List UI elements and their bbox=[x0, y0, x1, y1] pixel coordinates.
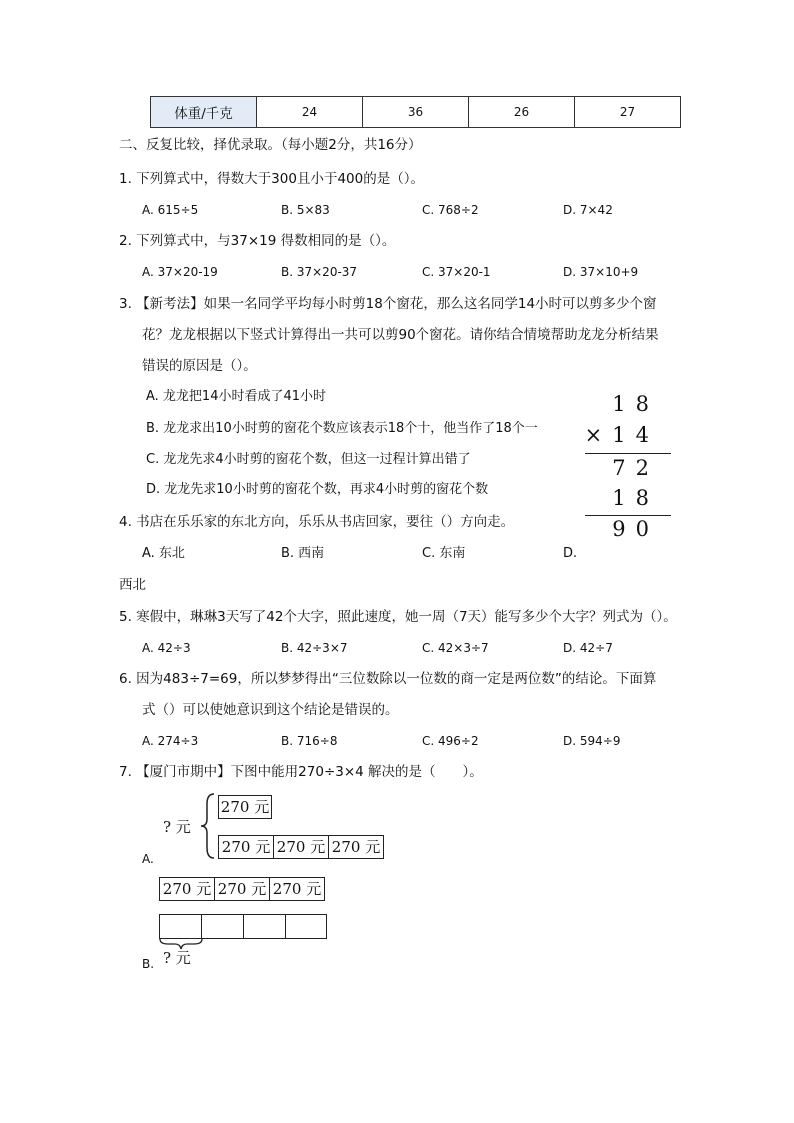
question-7-stem: 7. 【厦门市期中】下图中能用270÷3×4 解决的是（ ）。 bbox=[119, 764, 483, 780]
question-3-line-2: 花？龙龙根据以下竖式计算得出一共可以剪90个窗花。请你结合情境帮助龙龙分析结果 bbox=[142, 327, 659, 343]
q1-option-d[interactable]: D. 7×42 bbox=[563, 203, 613, 217]
bar-box: 270 元 bbox=[218, 835, 274, 859]
question-3-line-3: 错误的原因是（）。 bbox=[142, 358, 257, 374]
question-4-stem: 4. 书店在乐乐家的东北方向，乐乐从书店回家，要往（）方向走。 bbox=[119, 514, 515, 530]
q4-option-a[interactable]: A. 东北 bbox=[142, 546, 185, 561]
unknown-amount-label: ? 元 bbox=[163, 949, 191, 967]
empty-bar-cell bbox=[201, 914, 244, 939]
q4-option-d[interactable]: D. bbox=[563, 546, 578, 561]
q3-option-a[interactable]: A. 龙龙把14小时看成了41小时 bbox=[146, 389, 327, 404]
q6-option-a[interactable]: A. 274÷3 bbox=[142, 734, 199, 748]
bar-box: 270 元 bbox=[328, 835, 384, 859]
calc-row: 18 bbox=[612, 486, 659, 510]
q1-option-c[interactable]: C. 768÷2 bbox=[422, 203, 479, 217]
empty-bar-cell bbox=[243, 914, 286, 939]
question-3-line-1: 3. 【新考法】如果一名同学平均每小时剪18个窗花，那么这名同学14小时可以剪多少个窗 bbox=[119, 296, 657, 312]
q6-option-d[interactable]: D. 594÷9 bbox=[563, 734, 621, 748]
table-cell: 36 bbox=[363, 97, 469, 128]
table-cell: 27 bbox=[575, 97, 681, 128]
bar-box: 270 元 bbox=[269, 877, 325, 901]
q2-option-d[interactable]: D. 37×10+9 bbox=[563, 265, 639, 279]
question-6-line-1: 6. 因为483÷7=69，所以梦梦得出“三位数除以一位数的商一定是两位数”的结论。下面算 bbox=[119, 671, 657, 687]
empty-bar-cell bbox=[285, 914, 327, 939]
calc-row: 90 bbox=[612, 517, 659, 541]
q5-option-a[interactable]: A. 42÷3 bbox=[142, 641, 191, 655]
table-cell: 24 bbox=[257, 97, 363, 128]
q3-option-d[interactable]: D. 龙龙先求10小时剪的窗花个数，再求4小时剪的窗花个数 bbox=[146, 482, 489, 497]
calc-row: ×14 bbox=[584, 423, 659, 447]
q6-option-c[interactable]: C. 496÷2 bbox=[422, 734, 479, 748]
question-1-stem: 1. 下列算式中，得数大于300且小于400的是（）。 bbox=[119, 171, 424, 187]
unknown-amount-label: ? 元 bbox=[163, 818, 191, 836]
q6-option-b[interactable]: B. 716÷8 bbox=[281, 734, 338, 748]
q4-option-d-wrap: 西北 bbox=[119, 577, 146, 593]
q4-option-c[interactable]: C. 东南 bbox=[422, 546, 466, 561]
q5-option-d[interactable]: D. 42÷7 bbox=[563, 641, 613, 655]
q1-option-b[interactable]: B. 5×83 bbox=[281, 203, 330, 217]
q2-option-a[interactable]: A. 37×20-19 bbox=[142, 265, 218, 279]
q3-option-c[interactable]: C. 龙龙先求4小时剪的窗花个数，但这一过程计算出错了 bbox=[146, 452, 471, 467]
empty-bar-cell bbox=[159, 914, 202, 939]
table-cell: 26 bbox=[469, 97, 575, 128]
calc-line bbox=[585, 453, 671, 454]
q4-option-b[interactable]: B. 西南 bbox=[281, 546, 325, 561]
bar-box: 270 元 bbox=[214, 877, 270, 901]
q7-option-b-label: B. bbox=[142, 957, 155, 971]
table-header-cell: 体重/千克 bbox=[151, 97, 257, 128]
q1-option-a[interactable]: A. 615÷5 bbox=[142, 203, 199, 217]
calc-line bbox=[585, 515, 671, 516]
question-6-line-2: 式（）可以使她意识到这个结论是错误的。 bbox=[142, 702, 399, 718]
q7-option-a-label: A. bbox=[142, 852, 154, 866]
weight-table bbox=[150, 96, 681, 128]
bar-box: 270 元 bbox=[273, 835, 329, 859]
bar-box: 270 元 bbox=[159, 877, 215, 901]
calc-row: 72 bbox=[612, 456, 659, 480]
question-2-stem: 2. 下列算式中，与37×19 得数相同的是（）。 bbox=[119, 233, 396, 249]
brace-icon bbox=[198, 792, 218, 860]
calc-row: 18 bbox=[612, 392, 659, 416]
q3-option-b[interactable]: B. 龙龙求出10小时剪的窗花个数应该表示18个十，他当作了18个一 bbox=[146, 421, 538, 436]
q5-option-c[interactable]: C. 42×3÷7 bbox=[422, 641, 489, 655]
q2-option-b[interactable]: B. 37×20-37 bbox=[281, 265, 358, 279]
q2-option-c[interactable]: C. 37×20-1 bbox=[422, 265, 491, 279]
question-5-stem: 5. 寒假中，琳琳3天写了42个大字，照此速度，她一周（7天）能写多少个大字？列式为（）。 bbox=[119, 609, 677, 625]
bar-box: 270 元 bbox=[218, 795, 272, 819]
section-title: 二、反复比较，择优录取。（每小题2分，共16分） bbox=[119, 137, 422, 153]
q5-option-b[interactable]: B. 42÷3×7 bbox=[281, 641, 348, 655]
